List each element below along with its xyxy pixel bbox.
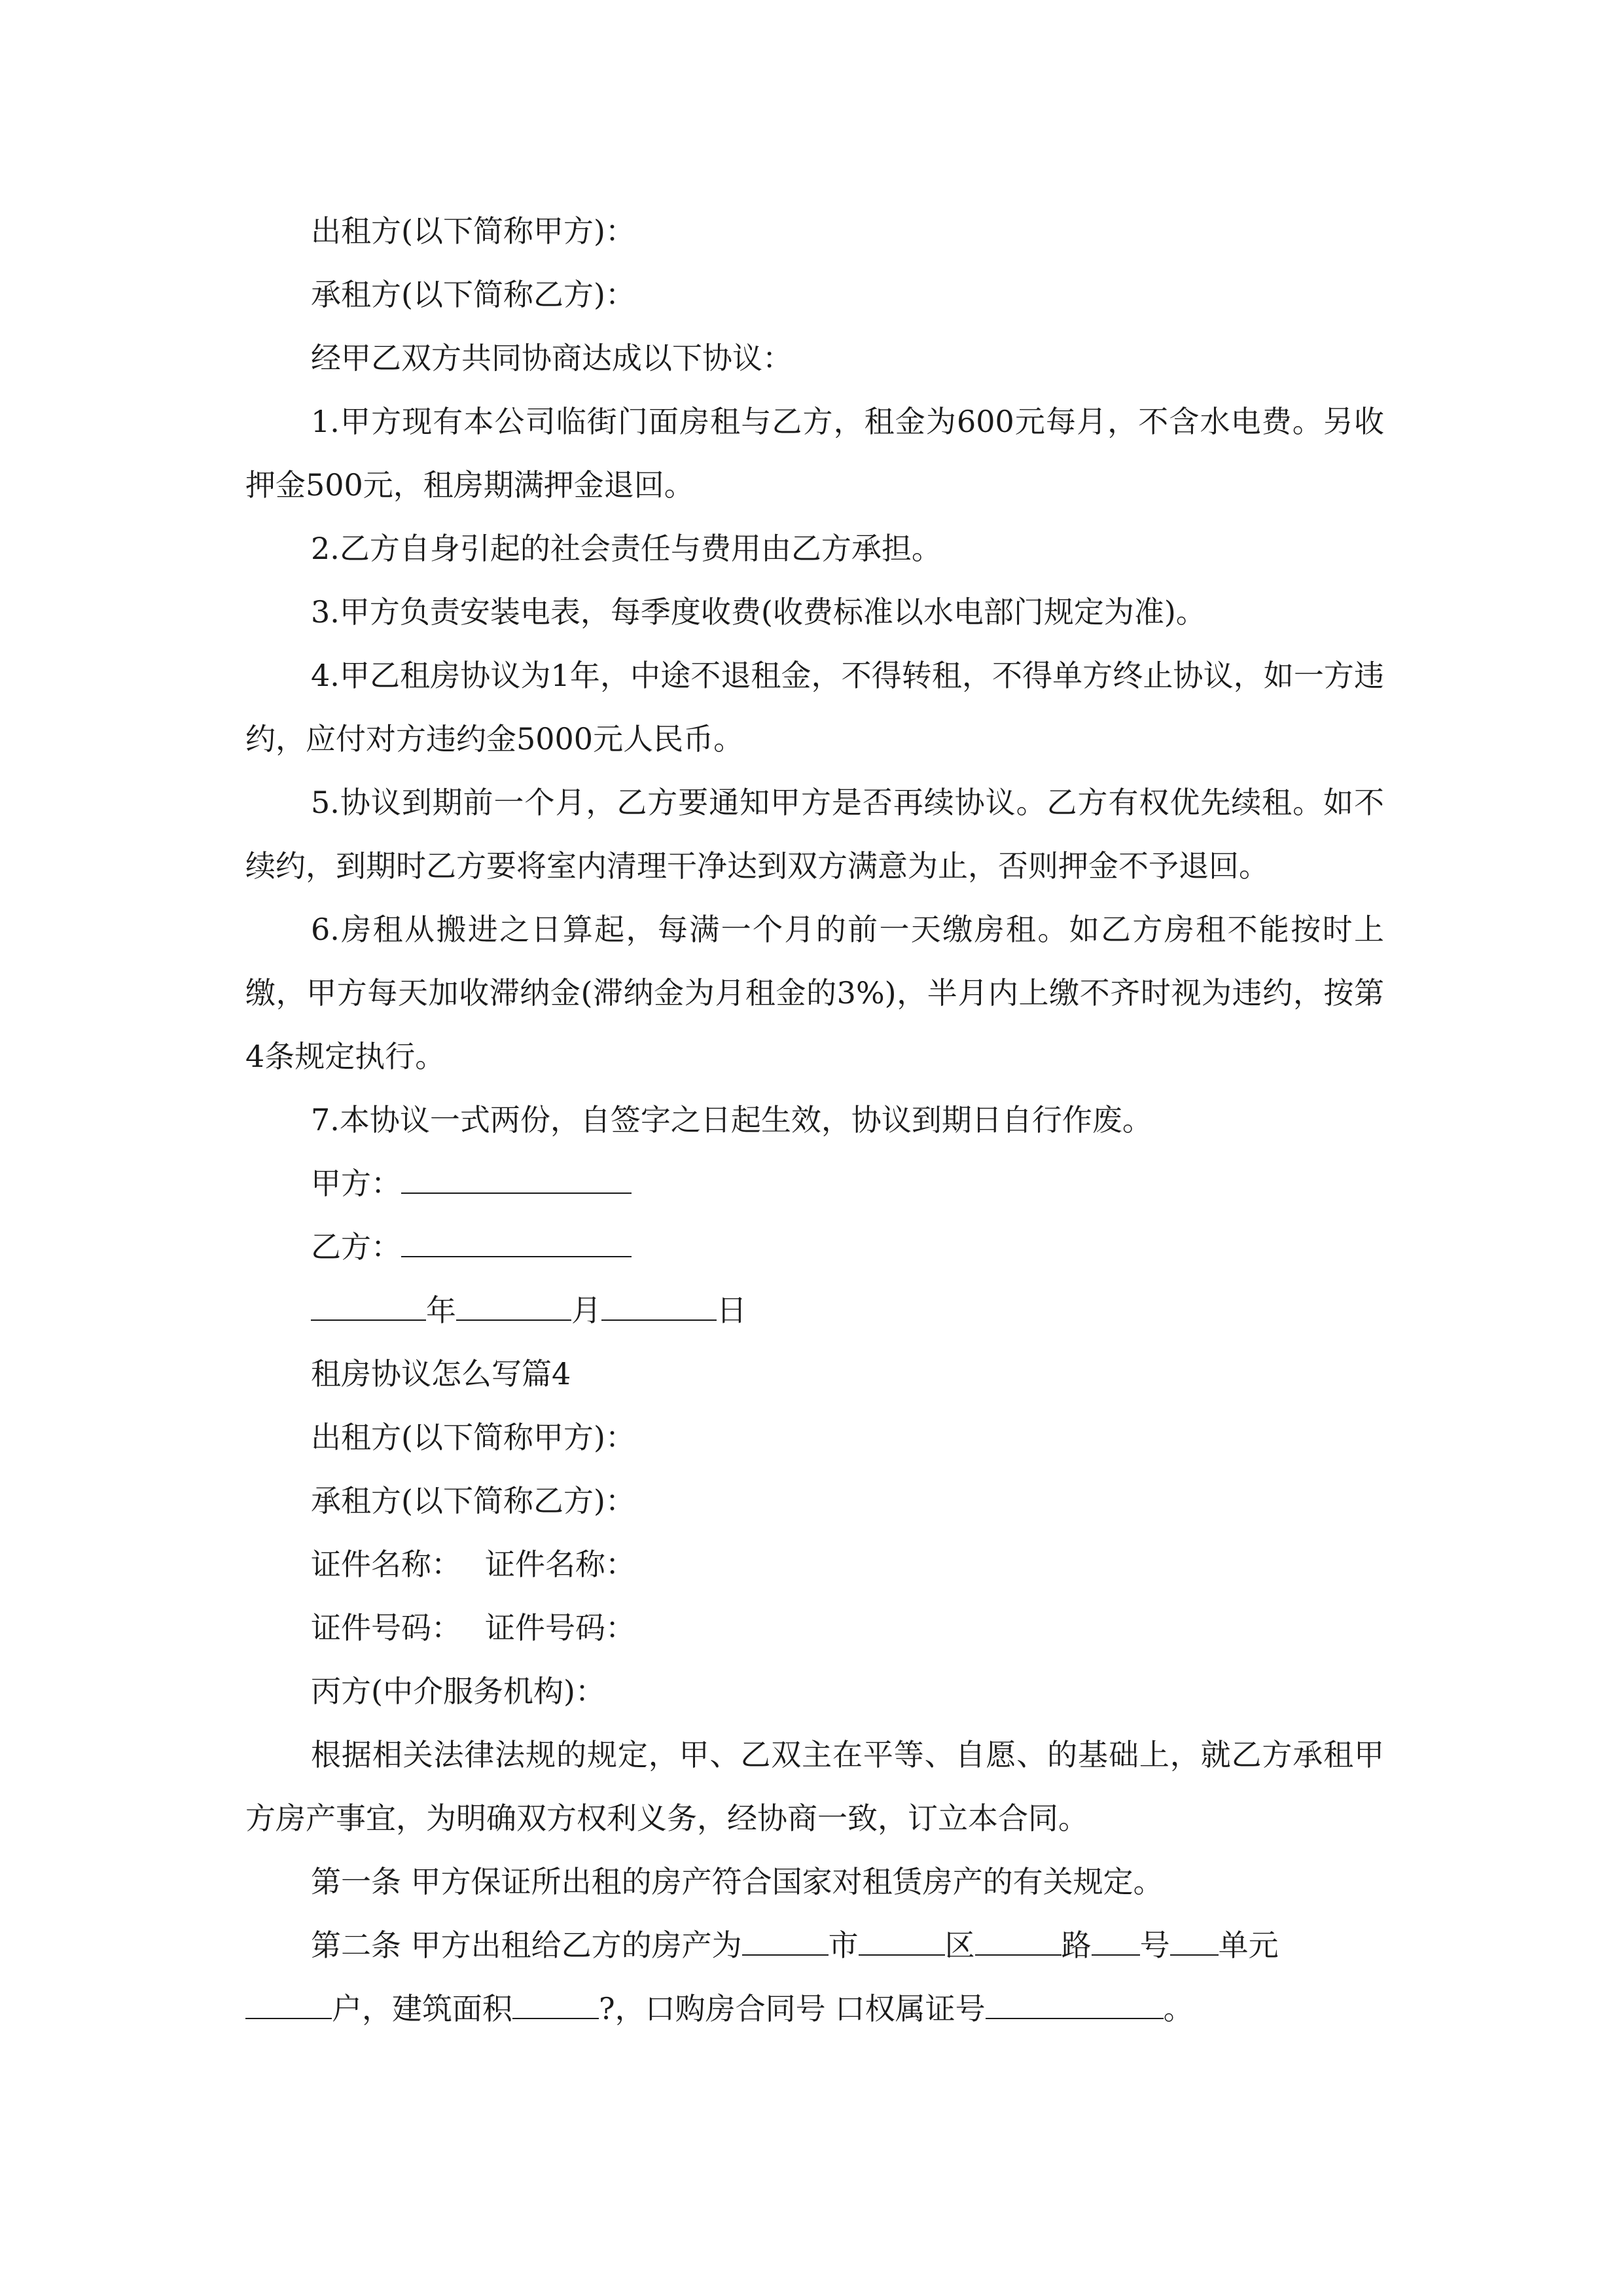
contract-preamble: 根据相关法律法规的规定，甲、乙双主在平等、自愿、的基础上，就乙方承租甲方房产事宜，为明确双方权利义务，经协商一致，订立本合同。 <box>245 1737 1384 1836</box>
title-certificate-option: 口权属证号 <box>834 1991 986 2026</box>
party-b-signature <box>245 1215 1384 1279</box>
year-label: 年 <box>426 1293 456 1328</box>
lessee-line: 承租方(以下简称乙方)： <box>311 277 635 312</box>
clause-3: 3.甲方负责安装电表，每季度收费(收费标准以水电部门规定为准)。 <box>311 594 1206 630</box>
district-label: 区 <box>944 1928 975 1963</box>
day-label: 日 <box>717 1293 747 1328</box>
article-2-prefix: 第二条 甲方出租给乙方的房产为 <box>311 1928 742 1963</box>
area-blank[interactable] <box>512 1992 599 2019</box>
day-blank[interactable] <box>601 1293 717 1321</box>
purchase-contract-option: 口购房合同号 <box>645 1991 826 2026</box>
document-body <box>245 200 1384 2041</box>
id-name-line <box>245 1533 1384 1596</box>
sqm-label: ?， <box>599 1991 645 2026</box>
household-label: 户，建筑面积 <box>332 1991 512 2026</box>
id-number-label-a: 证件号码： <box>311 1610 461 1645</box>
district-blank[interactable] <box>859 1928 945 1956</box>
lessor-line-2: 出租方(以下简称甲方)： <box>311 1420 635 1455</box>
clause-1: 1.甲方现有本公司临街门面房租与乙方，租金为600元每月，不含水电费。另收押金500元，租房期满押金退回。 <box>245 404 1384 503</box>
party-a-label: 甲方： <box>311 1166 401 1201</box>
household-blank[interactable] <box>245 1992 332 2019</box>
article-1: 第一条 甲方保证所出租的房产符合国家对租赁房产的有关规定。 <box>311 1864 1164 1899</box>
id-name-label-b: 证件名称： <box>485 1547 635 1582</box>
id-name-label-a: 证件名称： <box>311 1547 461 1582</box>
id-number-line <box>245 1596 1384 1660</box>
year-blank[interactable] <box>311 1293 426 1321</box>
article-2-line-1 <box>245 1914 1384 1977</box>
number-label: 号 <box>1139 1928 1170 1963</box>
month-label: 月 <box>571 1293 601 1328</box>
number-blank[interactable] <box>1092 1928 1140 1956</box>
agency-line: 丙方(中介服务机构)： <box>311 1674 605 1709</box>
certificate-number-blank[interactable] <box>986 1992 1164 2019</box>
unit-label: 单元 <box>1218 1928 1279 1963</box>
road-blank[interactable] <box>975 1928 1061 1956</box>
month-blank[interactable] <box>456 1293 571 1321</box>
clause-4: 4.甲乙租房协议为1年，中途不退租金，不得转租，不得单方终止协议，如一方违约，应付对方违约金5000元人民币。 <box>245 658 1384 757</box>
clause-2: 2.乙方自身引起的社会责任与费用由乙方承担。 <box>311 531 942 566</box>
party-b-signature-blank[interactable] <box>401 1230 632 1257</box>
id-number-label-b: 证件号码： <box>485 1610 635 1645</box>
agreement-intro: 经甲乙双方共同协商达成以下协议： <box>311 340 793 376</box>
road-label: 路 <box>1061 1928 1092 1963</box>
party-a-signature <box>245 1152 1384 1215</box>
city-label: 市 <box>828 1928 859 1963</box>
clause-5: 5.协议到期前一个月，乙方要通知甲方是否再续协议。乙方有权优先续租。如不续约，到期时乙方要将室内清理干净达到双方满意为止，否则押金不予退回。 <box>245 785 1384 884</box>
unit-blank[interactable] <box>1170 1928 1219 1956</box>
lessor-line: 出租方(以下简称甲方)： <box>311 213 635 249</box>
article-2-line-2 <box>245 1977 1384 2041</box>
party-a-signature-blank[interactable] <box>401 1166 632 1194</box>
date-line <box>245 1279 1384 1342</box>
article-2-end: 。 <box>1163 1991 1194 2026</box>
lessee-line-2: 承租方(以下简称乙方)： <box>311 1483 635 1518</box>
city-blank[interactable] <box>742 1928 829 1956</box>
section-heading: 租房协议怎么写篇4 <box>311 1356 571 1391</box>
clause-7: 7.本协议一式两份，自签字之日起生效，协议到期日自行作废。 <box>311 1102 1152 1138</box>
party-b-label: 乙方： <box>311 1229 401 1265</box>
clause-6: 6.房租从搬进之日算起，每满一个月的前一天缴房租。如乙方房租不能按时上缴，甲方每天加收滞纳金(滞纳金为月租金的3%)，半月内上缴不齐时视为违约，按第4条规定执行。 <box>245 912 1384 1074</box>
